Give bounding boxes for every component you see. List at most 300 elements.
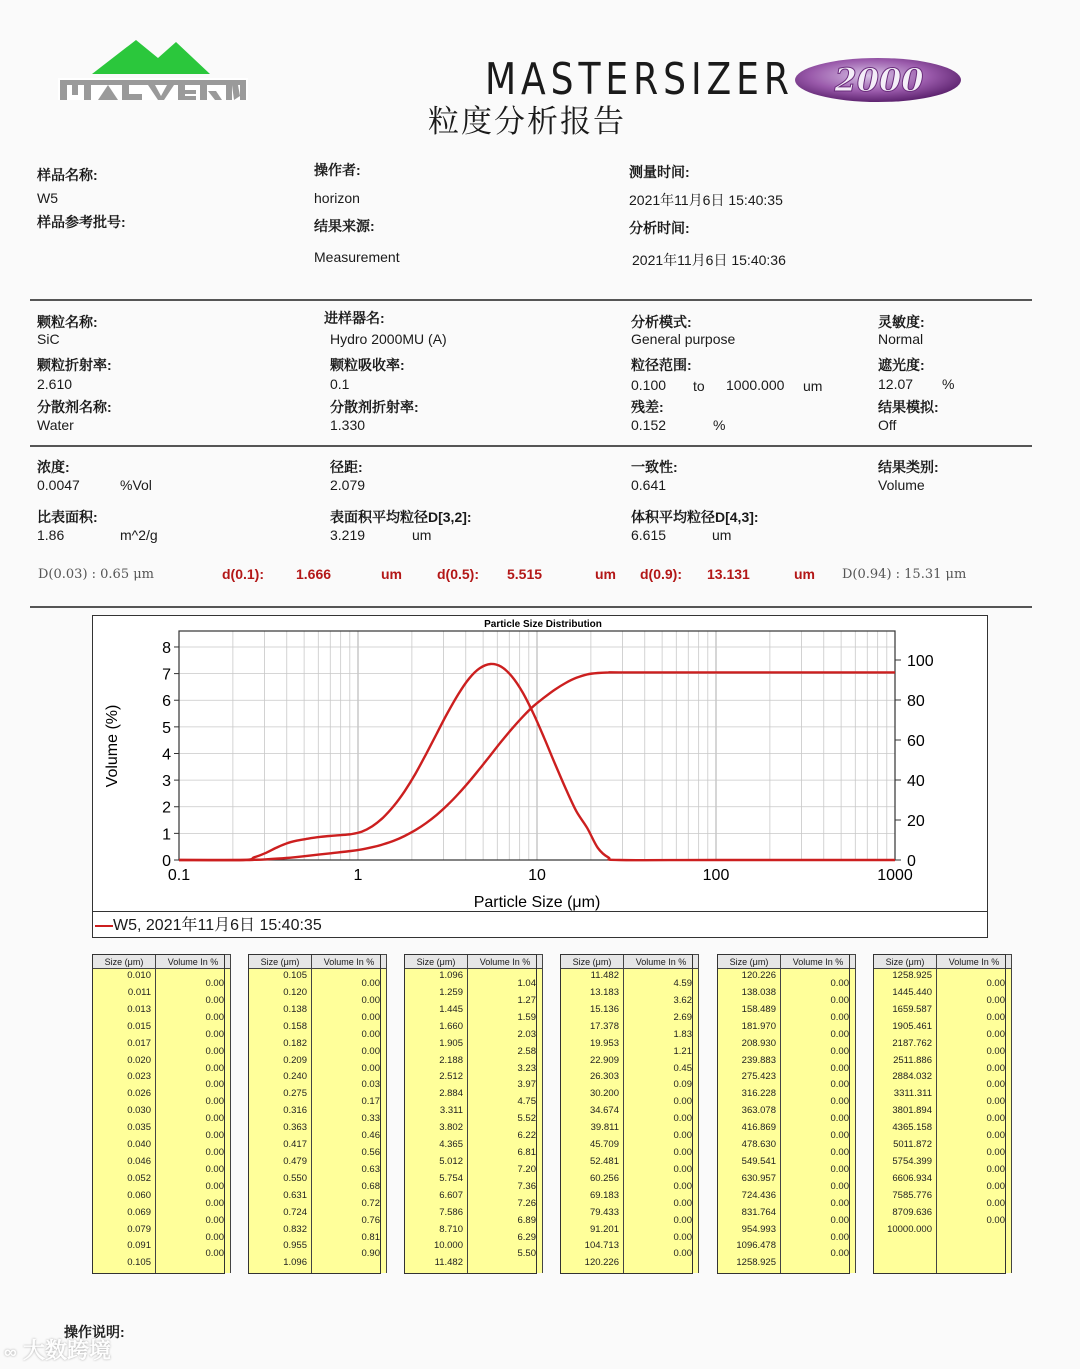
size-cell: 30.200 [589,1088,619,1100]
size-cell: 120.226 [741,970,776,981]
sampler: Hydro 2000MU (A) [330,331,447,347]
volume-cell: 0.00 [986,1147,1005,1158]
volume-cell: 7.26 [517,1197,536,1209]
size-cell: 0.091 [127,1240,151,1252]
volume-cell: 0.00 [830,1130,849,1142]
volume-cell: 6.22 [517,1130,536,1142]
volume-cell: 0.00 [361,1028,380,1040]
size-cell: 3.311 [439,1105,463,1117]
size-cell: 138.038 [741,986,776,998]
volume-cell: 0.00 [830,1011,849,1023]
size-cell: 10000.000 [887,1223,932,1235]
concentration-label: 浓度: [37,459,70,475]
size-cell: 8709.636 [892,1206,932,1218]
sensitivity-label: 灵敏度: [878,314,925,330]
d05-value: 5.515 [507,566,543,582]
volume-cell: 0.00 [205,1231,224,1243]
size-cell: 0.013 [127,1003,151,1015]
y-axis-label: Volume (%) [104,704,121,788]
size-cell: 7585.776 [892,1189,932,1201]
analysis-time: 2021年11月6日 15:40:36 [632,252,786,268]
chart-title: Particle Size Distribution [484,619,602,630]
dispersant-ri-label: 分散剂折射率: [330,399,419,415]
d01-value: 1.666 [296,566,332,582]
uniformity-label: 一致性: [631,459,678,475]
obscuration-label: 遮光度: [878,357,925,373]
size-cell: 0.011 [127,986,151,998]
volume-cell: 0.00 [205,1062,224,1074]
volume-cell: 0.00 [673,1197,692,1209]
sensitivity: Normal [878,331,924,347]
sample-name-label: 样品名称: [37,167,98,183]
volume-cell: 0.00 [673,1248,692,1260]
size-cell: 239.883 [741,1054,776,1066]
size-cell: 91.201 [589,1223,619,1235]
divider [30,299,1032,301]
watermark-text: 大数跨境 [22,1338,111,1363]
size-cell: 2187.762 [892,1037,932,1049]
size-cell: 363.078 [741,1105,776,1117]
volume-cell: 0.33 [361,1113,380,1125]
size-cell: 0.015 [127,1020,151,1032]
size-cell: 0.363 [283,1122,307,1134]
size-cell: 10.000 [433,1240,463,1252]
volume-cell: 0.00 [830,978,849,989]
size-cell: 0.417 [283,1139,307,1150]
d09-label: d(0.9): [640,566,682,582]
legend-swatch [95,925,113,927]
size-cell: 0.955 [283,1240,307,1252]
result-emulation: Off [878,417,897,433]
size-cell: 2884.032 [892,1071,932,1083]
volume-cell: 0.00 [673,1163,692,1175]
particle-name: SiC [37,331,60,347]
volume-cell: 0.00 [986,1096,1005,1108]
table-border [560,954,693,1274]
d05-unit: um [595,566,616,582]
size-header: Size (μm) [249,955,312,969]
volume-cell: 0.90 [361,1248,380,1260]
d01-unit: um [381,566,402,582]
volume-cell: 0.00 [986,1045,1005,1057]
volume-cell: 0.00 [830,1096,849,1108]
table-border [92,954,225,1274]
size-cell: 0.017 [127,1037,151,1049]
volume-cell: 3.23 [517,1062,536,1074]
size-cell: 19.953 [589,1037,619,1049]
ssa-unit: m^2/g [120,527,158,543]
size-cell: 17.378 [589,1020,619,1032]
size-cell: 22.909 [589,1054,619,1066]
d43-label: 体积平均粒径D[4,3]: [631,509,759,525]
particle-name-label: 颗粒名称: [37,314,98,330]
volume-header: Volume In % [468,955,543,969]
measure-time-label: 测量时间: [629,164,690,180]
size-cell: 0.030 [127,1105,151,1117]
operator-label: 操作者: [314,162,361,178]
volume-cell: 1.04 [517,978,536,989]
volume-cell: 0.00 [986,1028,1005,1040]
size-cell: 104.713 [584,1240,619,1252]
analysis-time-label: 分析时间: [629,220,690,236]
watermark-icon: ∞ [4,1342,17,1362]
size-cell: 79.433 [589,1206,619,1218]
size-cell: 69.183 [589,1189,619,1201]
d09-unit: um [794,566,815,582]
size-cell: 3801.894 [892,1105,932,1117]
volume-cell: 0.00 [830,1214,849,1226]
volume-cell: 0.00 [205,1011,224,1023]
volume-cell: 0.00 [830,1248,849,1260]
volume-cell: 0.00 [205,1197,224,1209]
volume-cell: 0.46 [361,1130,380,1142]
size-cell: 6.607 [439,1189,463,1201]
x-tick-label: 1 [353,867,363,884]
volume-cell: 0.00 [830,1197,849,1209]
size-cell: 0.479 [283,1155,307,1167]
product-title: MASTERSIZER [485,54,794,105]
volume-cell: 0.81 [361,1231,380,1243]
size-cell: 0.035 [127,1122,151,1134]
volume-cell: 0.00 [986,1113,1005,1125]
volume-cell: 0.00 [205,1147,224,1158]
size-cell: 1659.587 [892,1003,932,1015]
y2-tick-label: 60 [907,733,925,750]
absorption: 0.1 [330,376,350,392]
size-cell: 0.550 [283,1172,307,1184]
concentration: 0.0047 [37,477,80,493]
size-cell: 0.069 [127,1206,151,1218]
volume-cell: 0.63 [361,1163,380,1175]
volume-cell: 0.00 [830,1045,849,1057]
size-cell: 0.158 [283,1020,307,1032]
x-tick-label: 0.1 [167,867,191,884]
x-axis-label: Particle Size (μm) [473,894,601,911]
size-cell: 5754.399 [892,1155,932,1167]
volume-cell: 4.59 [673,978,692,989]
size-cell: 0.023 [127,1071,151,1083]
size-range-to: 1000.000 [726,377,785,393]
dispersant-label: 分散剂名称: [37,399,112,415]
volume-cell: 0.09 [673,1079,692,1091]
y-tick-label: 2 [162,799,171,817]
result-emulation-label: 结果模拟: [878,399,939,415]
volume-cell: 3.97 [517,1079,536,1091]
volume-cell: 0.00 [205,1045,224,1057]
size-header: Size (μm) [718,955,781,969]
table-border [404,954,537,1274]
volume-cell: 0.00 [986,1163,1005,1175]
size-cell: 11.482 [590,970,619,981]
size-cell: 0.316 [283,1105,307,1117]
volume-cell: 6.89 [517,1214,536,1226]
volume-cell: 6.81 [517,1147,536,1158]
size-range-to-word: to [693,378,705,394]
size-cell: 316.228 [741,1088,776,1100]
size-cell: 2511.886 [893,1054,932,1066]
volume-cell: 1.59 [517,1011,536,1023]
size-cell: 2.512 [439,1071,463,1083]
particle-ri: 2.610 [37,376,73,392]
size-cell: 5.754 [439,1172,463,1184]
size-cell: 60.256 [589,1172,619,1184]
obscuration: 12.07 [878,376,914,392]
source-label: 结果来源: [314,218,375,234]
size-cell: 34.674 [589,1105,619,1117]
volume-cell: 0.00 [830,1079,849,1091]
notes-label: 操作说明: [64,1324,125,1340]
size-cell: 275.423 [741,1071,776,1083]
volume-cell: 0.45 [673,1062,692,1074]
size-cell: 0.105 [127,1257,151,1269]
volume-cell: 1.21 [673,1045,692,1057]
divider [30,606,1032,608]
span: 2.079 [330,477,366,493]
size-cell: 1.096 [283,1257,307,1269]
d43-unit: um [712,527,732,543]
size-cell: 1.259 [439,986,463,998]
volume-cell: 0.00 [986,994,1005,1006]
volume-cell: 0.00 [673,1130,692,1142]
version-badge [793,56,963,104]
watermark [4,1334,111,1365]
size-cell: 1.660 [439,1020,463,1032]
volume-cell: 1.27 [517,994,536,1006]
volume-cell: 0.00 [361,1045,380,1057]
volume-cell: 0.00 [205,1028,224,1040]
volume-cell: 0.00 [205,978,224,989]
chart-grid [179,631,895,860]
size-cell: 831.764 [741,1206,776,1218]
d003-value: D(0.03) : 0.65 μm [38,567,155,582]
volume-cell: 0.00 [205,1248,224,1260]
volume-cell: 0.00 [673,1180,692,1192]
size-cell: 1.096 [439,970,463,981]
concentration-unit: %Vol [120,477,152,493]
size-cell: 13.183 [589,986,619,998]
divider [30,445,1032,447]
volume-cell: 7.20 [517,1163,536,1175]
size-cell: 15.136 [589,1003,619,1015]
volume-cell: 0.00 [205,1163,224,1175]
obscuration-unit: % [942,376,955,392]
size-range-from: 0.100 [631,377,667,393]
volume-cell: 0.00 [361,1011,380,1023]
volume-cell: 0.00 [830,994,849,1006]
volume-cell: 0.00 [673,1214,692,1226]
size-cell: 0.832 [283,1223,307,1235]
d43: 6.615 [631,527,667,543]
volume-cell: 0.00 [830,1113,849,1125]
result-type: Volume [878,477,925,493]
d32: 3.219 [330,527,366,543]
volume-cell: 0.00 [205,1214,224,1226]
size-cell: 0.079 [127,1223,151,1235]
volume-cell: 0.00 [986,1214,1005,1226]
volume-cell: 1.83 [673,1028,692,1040]
ssa-label: 比表面积: [37,509,98,525]
volume-cell: 0.76 [361,1214,380,1226]
sample-batch-label: 样品参考批号: [37,214,126,230]
volume-cell: 0.00 [361,1062,380,1074]
size-cell: 0.060 [127,1189,151,1201]
size-cell: 39.811 [590,1122,619,1134]
volume-cell: 2.03 [517,1028,536,1040]
size-cell: 549.541 [741,1155,776,1167]
ssa: 1.86 [37,527,65,543]
y2-tick-label: 100 [907,653,934,670]
size-cell: 0.240 [283,1071,307,1083]
y2-tick-label: 80 [907,693,925,710]
size-cell: 181.970 [741,1020,776,1032]
volume-cell: 2.69 [673,1011,692,1023]
volume-cell: 5.52 [517,1113,536,1125]
particle-size-chart [93,616,987,911]
volume-cell: 0.00 [205,994,224,1006]
size-range-label: 粒径范围: [631,357,692,373]
size-cell: 724.436 [741,1189,776,1201]
size-cell: 1445.440 [892,986,932,998]
x-tick-label: 1000 [877,867,913,884]
malvern-logo [58,38,250,102]
size-header: Size (μm) [561,955,624,969]
table-border [248,954,381,1274]
volume-cell: 0.00 [830,1163,849,1175]
volume-cell: 0.00 [986,1130,1005,1142]
size-cell: 0.026 [127,1088,151,1100]
volume-cell: 0.00 [986,1180,1005,1192]
y2-tick-label: 40 [907,773,925,790]
chart-frame [92,615,988,912]
size-header: Size (μm) [874,955,937,969]
volume-cell: 0.00 [830,1147,849,1158]
analysis-mode-label: 分析模式: [631,314,692,330]
volume-cell: 4.75 [517,1096,536,1108]
volume-cell: 5.50 [517,1248,536,1260]
volume-cell: 0.00 [986,1079,1005,1091]
volume-cell: 0.00 [830,1062,849,1074]
volume-cell: 0.00 [986,1062,1005,1074]
y-tick-label: 1 [162,826,171,844]
size-cell: 7.586 [439,1206,463,1218]
size-cell: 0.020 [127,1054,151,1066]
volume-cell: 0.00 [673,1231,692,1243]
d32-label: 表面积平均粒径D[3,2]: [330,509,472,525]
x-tick-label: 100 [702,867,730,884]
size-cell: 3.802 [439,1122,463,1134]
volume-cell: 0.00 [205,1096,224,1108]
y2-tick-label: 0 [907,853,916,870]
d32-unit: um [412,527,432,543]
size-cell: 416.869 [741,1122,776,1134]
size-cell: 0.209 [283,1054,307,1066]
volume-header: Volume In % [937,955,1012,969]
d01-label: d(0.1): [222,566,264,582]
volume-cell: 0.68 [361,1180,380,1192]
volume-header: Volume In % [624,955,699,969]
legend-text: W5, 2021年11月6日 15:40:35 [113,917,322,934]
volume-header: Volume In % [781,955,856,969]
volume-cell: 0.00 [205,1180,224,1192]
y-tick-label: 6 [162,693,171,711]
size-cell: 0.010 [127,970,151,981]
volume-header: Volume In % [312,955,387,969]
size-cell: 0.105 [283,970,307,981]
residual-unit: % [713,417,726,433]
size-cell: 11.482 [434,1257,463,1269]
sampler-label: 进样器名: [324,310,385,326]
operator: horizon [314,190,360,206]
size-cell: 1.905 [439,1037,463,1049]
size-cell: 5.012 [439,1155,463,1167]
volume-cell: 2.58 [517,1045,536,1057]
size-cell: 3311.311 [893,1088,932,1100]
size-cell: 630.957 [741,1172,776,1184]
d094-value: D(0.94) : 15.31 μm [842,567,967,582]
size-header: Size (μm) [93,955,156,969]
volume-cell: 0.72 [361,1197,380,1209]
volume-cell: 0.00 [205,1130,224,1142]
uniformity: 0.641 [631,477,667,493]
size-cell: 0.182 [283,1037,307,1049]
volume-cell: 0.17 [361,1096,380,1108]
size-cell: 26.303 [589,1071,619,1083]
size-cell: 208.930 [741,1037,776,1049]
d05-label: d(0.5): [437,566,479,582]
size-cell: 0.724 [283,1206,307,1218]
volume-cell: 0.00 [986,1011,1005,1023]
size-cell: 954.993 [741,1223,776,1235]
span-label: 径距: [330,459,363,475]
size-cell: 1258.925 [892,970,932,981]
table-border [873,954,1006,1274]
size-cell: 52.481 [589,1155,619,1167]
volume-cell: 0.00 [830,1231,849,1243]
badge-text: 2000 [834,61,924,99]
y-tick-label: 4 [162,746,171,764]
y-tick-label: 0 [162,853,171,870]
size-cell: 478.630 [741,1139,776,1150]
volume-cell: 0.03 [361,1079,380,1091]
size-cell: 1096.478 [736,1240,776,1252]
size-cell: 4.365 [439,1139,463,1150]
volume-cell: 0.00 [673,1096,692,1108]
d09-value: 13.131 [707,566,750,582]
volume-cell: 0.56 [361,1147,380,1158]
size-cell: 1.445 [439,1003,463,1015]
y-tick-label: 3 [162,773,171,791]
x-tick-label: 10 [528,867,546,884]
volume-cell: 0.00 [205,1113,224,1125]
dispersant-ri: 1.330 [330,417,366,433]
volume-cell: 0.00 [361,994,380,1006]
particle-ri-label: 颗粒折射率: [37,357,112,373]
size-cell: 0.631 [283,1189,307,1201]
size-cell: 6606.934 [892,1172,932,1184]
residual-label: 残差: [631,399,664,415]
volume-cell: 0.00 [986,1197,1005,1209]
size-cell: 1905.461 [892,1020,932,1032]
dispersant: Water [37,417,74,433]
volume-cell: 3.62 [673,994,692,1006]
size-cell: 2.188 [439,1054,463,1066]
size-cell: 5011.872 [893,1139,932,1150]
absorption-label: 颗粒吸收率: [330,357,405,373]
y-tick-label: 7 [162,666,171,684]
size-cell: 45.709 [589,1139,619,1150]
y-tick-label: 8 [162,639,171,657]
measure-time: 2021年11月6日 15:40:35 [629,192,783,208]
